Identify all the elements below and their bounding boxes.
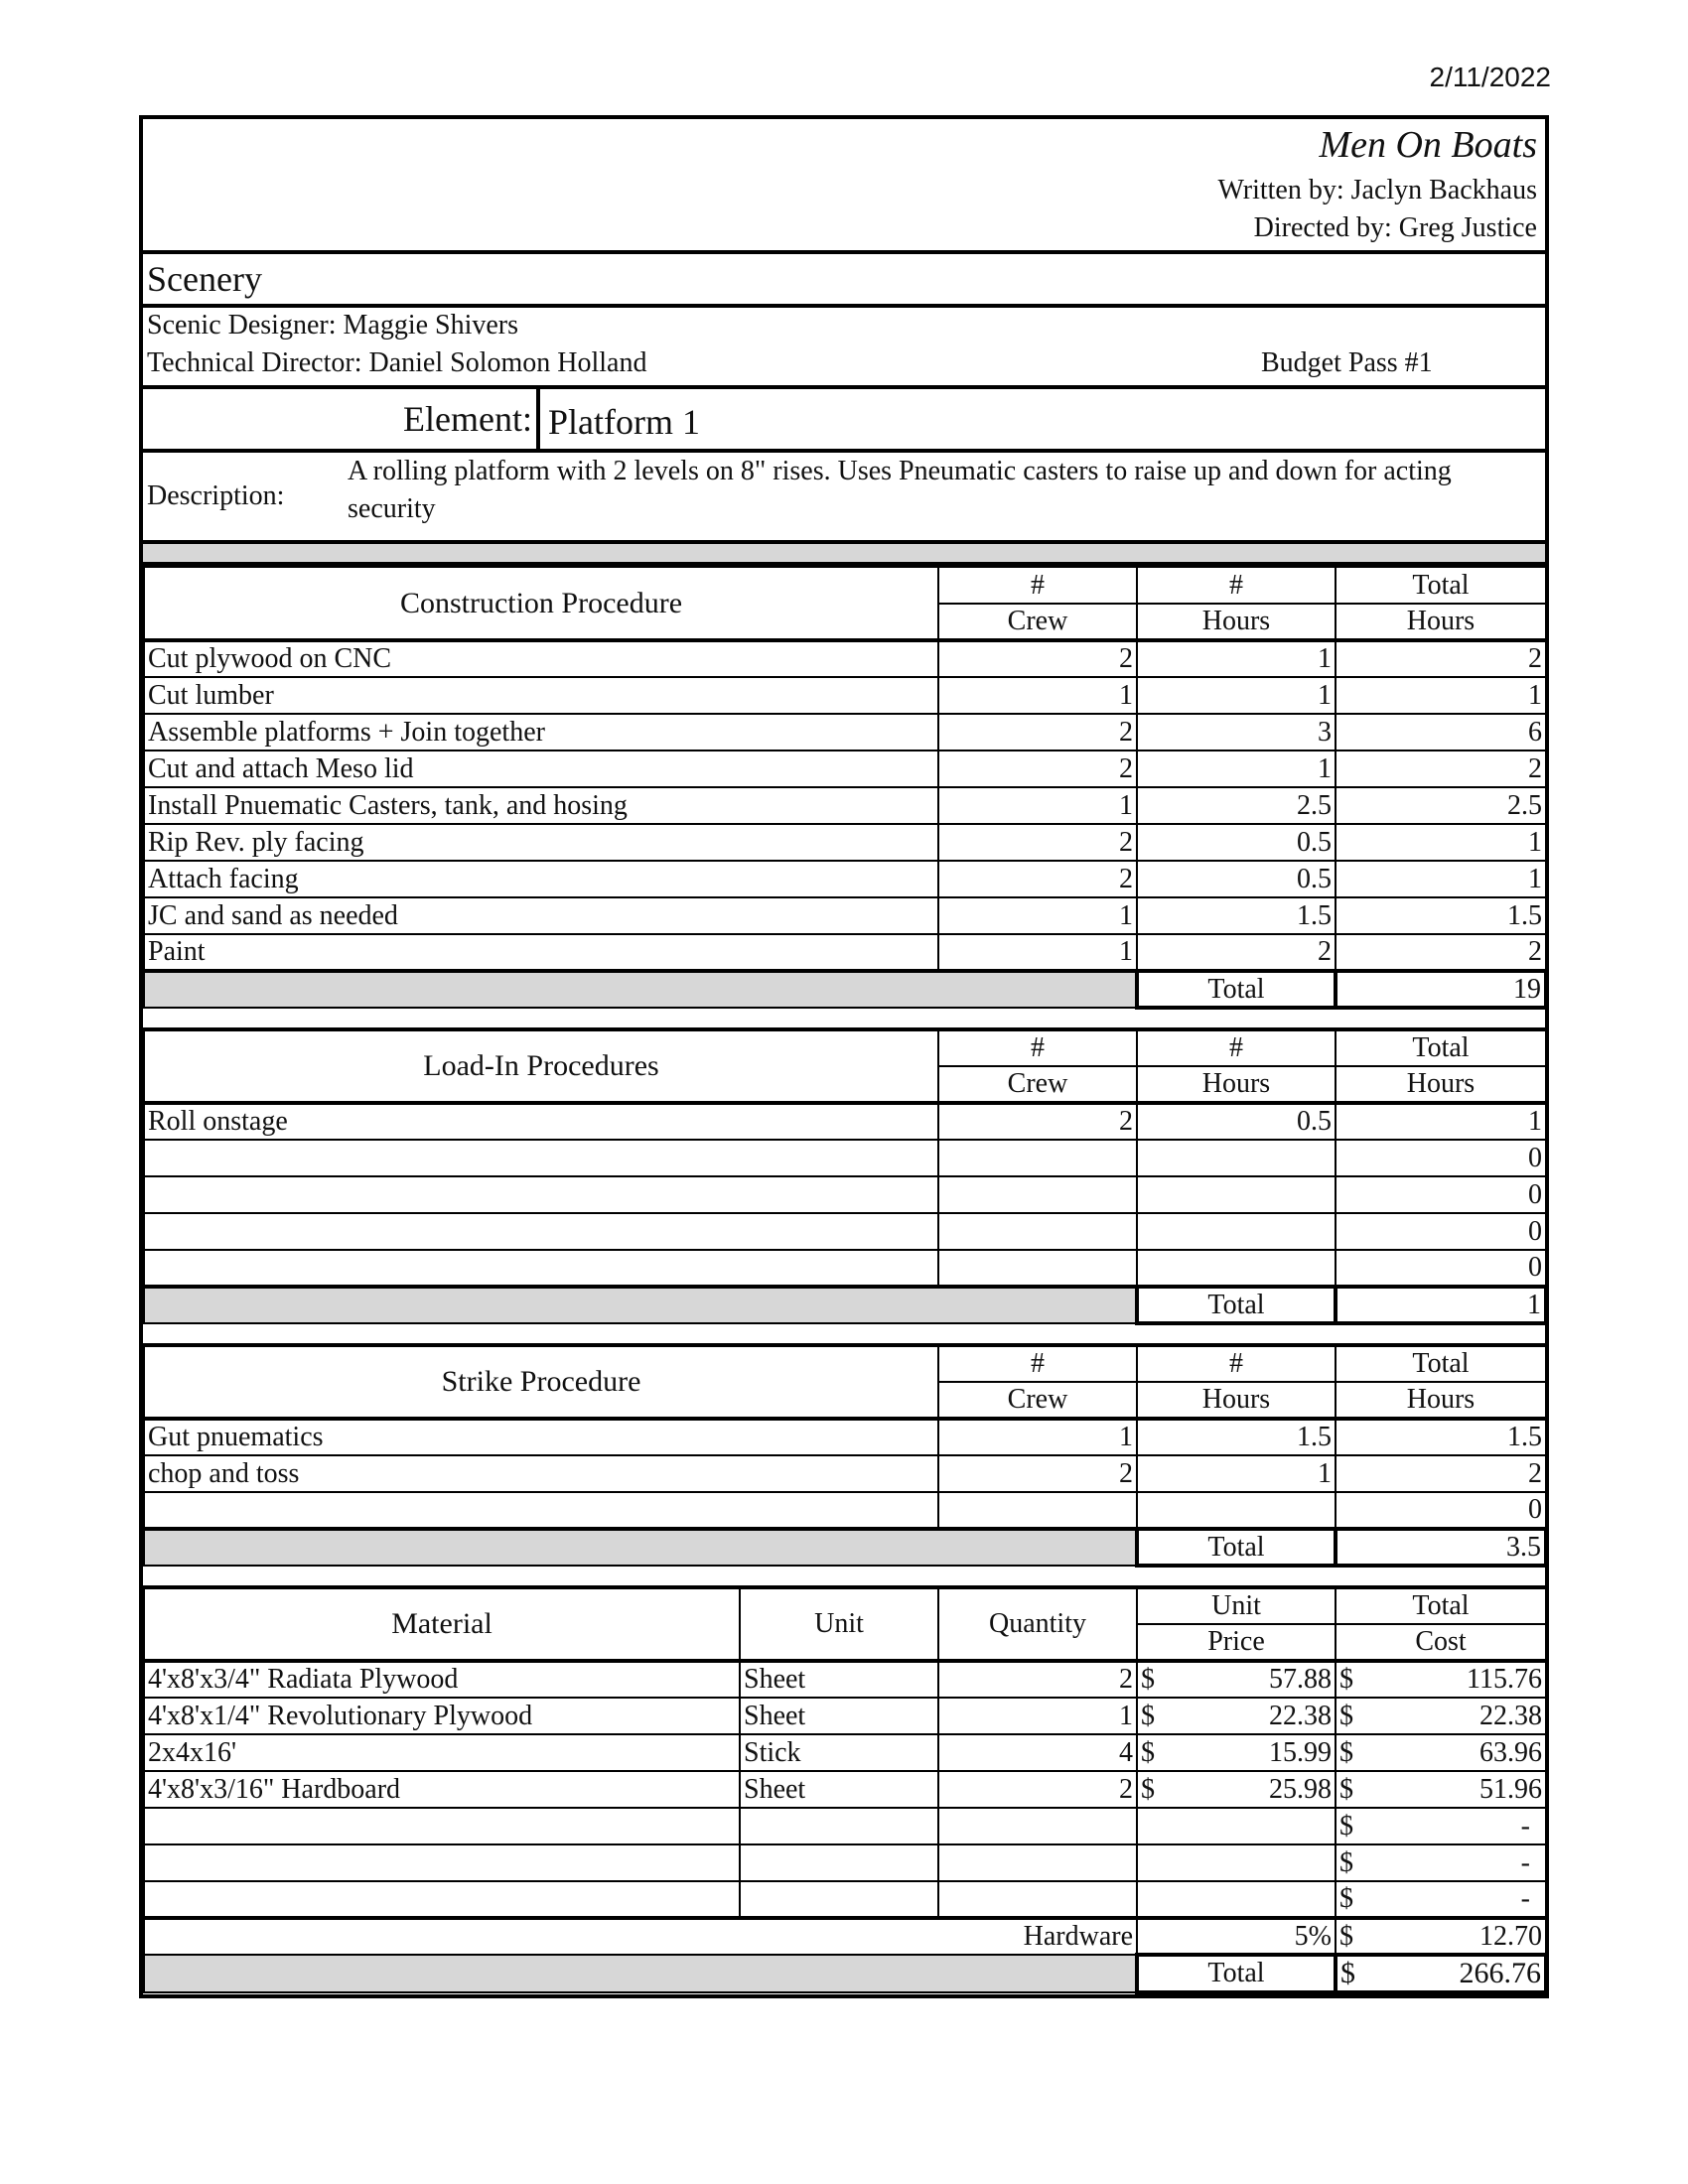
hours-hash: # (1137, 1345, 1336, 1382)
table-row (144, 1661, 1546, 1698)
description-text: A rolling platform with 2 levels on 8" rises. Uses Pneumatic casters to raise up and down for acting security (348, 456, 1452, 524)
material-cell: 4'x8'x1/4" Revolutionary Plywood (144, 1698, 740, 1734)
hardware-percent: 5% (1137, 1918, 1336, 1955)
technical-director: Technical Director: Daniel Solomon Holland (147, 347, 647, 378)
currency-symbol: $ (1339, 1846, 1353, 1878)
total-cell: 1.5 (1336, 1419, 1546, 1455)
table-row (144, 861, 1546, 897)
table-row (144, 640, 1546, 677)
task-cell: Cut and attach Meso lid (144, 751, 938, 787)
budget-sheet (139, 115, 1549, 1998)
hours-head: Hours (1137, 1066, 1336, 1103)
table-row (144, 787, 1546, 824)
total-cell: 2 (1336, 751, 1546, 787)
currency-symbol: $ (1141, 1700, 1155, 1731)
total-cost-cell (1336, 1734, 1546, 1771)
hours-head: Hours (1137, 604, 1336, 640)
task-cell: chop and toss (144, 1455, 938, 1492)
task-cell: JC and sand as needed (144, 897, 938, 934)
crew-head: Crew (938, 1066, 1137, 1103)
table-row (144, 1492, 1546, 1529)
table-row (144, 1844, 1546, 1881)
hours-cell: 1 (1137, 1455, 1336, 1492)
table-row (144, 1771, 1546, 1808)
total-head: Total (1336, 1345, 1546, 1382)
unit-price-cell (1137, 1698, 1336, 1734)
loadin-title: Load-In Procedures (144, 1029, 938, 1103)
hours-cell: 1 (1137, 677, 1336, 714)
print-date: 2/11/2022 (1429, 62, 1551, 92)
hours-cell: 2.5 (1137, 787, 1336, 824)
currency-symbol: $ (1340, 1957, 1355, 1989)
total-hours-head: Hours (1336, 1066, 1546, 1103)
table-row (144, 751, 1546, 787)
unit-cell (740, 1881, 938, 1918)
table-row (144, 1140, 1546, 1176)
scenic-designer: Scenic Designer: Maggie Shivers (147, 310, 519, 341)
total-label: Total (1137, 1287, 1336, 1323)
total-cost: - (1520, 1846, 1530, 1878)
element-label: Element: (143, 389, 540, 449)
table-row (144, 1213, 1546, 1250)
hours-cell: 1 (1137, 751, 1336, 787)
crew-cell: 1 (938, 677, 1137, 714)
total-label: Total (1137, 1529, 1336, 1566)
director: Directed by: Greg Justice (1253, 212, 1537, 243)
hardware-label: Hardware (144, 1918, 1137, 1955)
material-cell: 4'x8'x3/16" Hardboard (144, 1771, 740, 1808)
total-spacer (144, 971, 1137, 1008)
unit-cell: Sheet (740, 1698, 938, 1734)
currency-symbol: $ (1339, 1810, 1353, 1842)
currency-symbol: $ (1339, 1736, 1353, 1768)
quantity-cell (938, 1844, 1137, 1881)
description-label: Description: (147, 480, 285, 511)
task-cell: Install Pnuematic Casters, tank, and hosing (144, 787, 938, 824)
currency-symbol: $ (1339, 1664, 1353, 1695)
loadin-total: 1 (1336, 1287, 1546, 1323)
table-row (144, 1734, 1546, 1771)
table-row (144, 1881, 1546, 1918)
unit-price: 25.98 (1269, 1773, 1332, 1805)
table-row (144, 824, 1546, 861)
hours-cell: 0.5 (1137, 824, 1336, 861)
strike-table (143, 1343, 1548, 1568)
unit-price-cell (1137, 1808, 1336, 1844)
task-cell: Cut lumber (144, 677, 938, 714)
hours-cell: 1.5 (1137, 897, 1336, 934)
crew-hash: # (938, 1345, 1137, 1382)
crew-hash: # (938, 1029, 1137, 1066)
crew-head: Crew (938, 1382, 1137, 1419)
task-cell: Attach facing (144, 861, 938, 897)
hours-cell (1137, 1250, 1336, 1287)
total-cost-head-top: Total (1336, 1587, 1546, 1624)
total-label: Total (1137, 971, 1336, 1008)
currency-symbol: $ (1339, 1920, 1353, 1952)
total-cell: 0 (1336, 1213, 1546, 1250)
currency-symbol: $ (1339, 1700, 1353, 1731)
total-cost-cell (1336, 1808, 1546, 1844)
currency-symbol: $ (1141, 1736, 1155, 1768)
gray-band (143, 544, 1545, 566)
price-head: Price (1137, 1624, 1336, 1661)
task-cell: Cut plywood on CNC (144, 640, 938, 677)
crew-cell (938, 1492, 1137, 1529)
table-row (144, 677, 1546, 714)
crew-hash: # (938, 567, 1137, 604)
table-row (144, 934, 1546, 971)
crew-cell: 2 (938, 714, 1137, 751)
unit-cell (740, 1844, 938, 1881)
total-cost: 115.76 (1467, 1664, 1542, 1695)
total-cell: 1.5 (1336, 897, 1546, 934)
task-cell (144, 1140, 938, 1176)
crew-cell: 2 (938, 751, 1137, 787)
total-cell: 0 (1336, 1140, 1546, 1176)
department-title: Scenery (143, 254, 1545, 308)
materials-total: 266.76 (1459, 1957, 1541, 1989)
crew-cell: 2 (938, 861, 1137, 897)
unit-price-cell (1137, 1734, 1336, 1771)
construction-table (143, 566, 1548, 1010)
hours-cell: 2 (1137, 934, 1336, 971)
hours-cell (1137, 1213, 1336, 1250)
task-cell (144, 1250, 938, 1287)
total-cell: 2.5 (1336, 787, 1546, 824)
crew-cell (938, 1176, 1137, 1213)
unit-price: 57.88 (1269, 1664, 1332, 1695)
hours-cell: 0.5 (1137, 861, 1336, 897)
total-cost-cell (1336, 1881, 1546, 1918)
total-cell: 2 (1336, 1455, 1546, 1492)
total-cell: 1 (1336, 824, 1546, 861)
total-cell: 0 (1336, 1250, 1546, 1287)
task-cell (144, 1213, 938, 1250)
currency-symbol: $ (1141, 1664, 1155, 1695)
hours-hash: # (1137, 1029, 1336, 1066)
crew-cell: 1 (938, 897, 1137, 934)
element-row (143, 389, 1545, 453)
crew-cell (938, 1140, 1137, 1176)
task-cell: Rip Rev. ply facing (144, 824, 938, 861)
quantity-cell: 2 (938, 1661, 1137, 1698)
unit-head: Unit (740, 1587, 938, 1661)
unit-cell (740, 1808, 938, 1844)
hours-cell (1137, 1492, 1336, 1529)
material-cell (144, 1808, 740, 1844)
table-row (144, 897, 1546, 934)
total-cost: 63.96 (1479, 1736, 1542, 1768)
cost-head: Cost (1336, 1624, 1546, 1661)
total-head: Total (1336, 1029, 1546, 1066)
crew-head: Crew (938, 604, 1137, 640)
unit-price-cell (1137, 1661, 1336, 1698)
total-spacer (144, 1287, 1137, 1323)
total-cost-cell (1336, 1661, 1546, 1698)
crew-cell (938, 1213, 1137, 1250)
crew-cell: 2 (938, 1103, 1137, 1140)
total-spacer (144, 1529, 1137, 1566)
task-cell: Paint (144, 934, 938, 971)
crew-cell: 2 (938, 824, 1137, 861)
hours-cell: 3 (1137, 714, 1336, 751)
total-cell: 0 (1336, 1492, 1546, 1529)
table-row (144, 1808, 1546, 1844)
crew-cell: 1 (938, 787, 1137, 824)
table-row (144, 1698, 1546, 1734)
hours-cell: 1 (1137, 640, 1336, 677)
total-label: Total (1137, 1955, 1336, 1992)
show-header (143, 119, 1545, 254)
currency-symbol: $ (1339, 1883, 1353, 1914)
construction-total: 19 (1336, 971, 1546, 1008)
materials-table (143, 1585, 1548, 1994)
total-cost: - (1520, 1883, 1530, 1914)
material-cell: 2x4x16' (144, 1734, 740, 1771)
task-cell: Assemble platforms + Join together (144, 714, 938, 751)
materials-total-cell (1336, 1955, 1546, 1992)
total-cost-cell (1336, 1771, 1546, 1808)
total-cell: 1 (1336, 1103, 1546, 1140)
total-head: Total (1336, 567, 1546, 604)
quantity-cell: 4 (938, 1734, 1137, 1771)
total-cell: 6 (1336, 714, 1546, 751)
total-cell: 2 (1336, 640, 1546, 677)
crew-cell (938, 1250, 1137, 1287)
loadin-table (143, 1027, 1548, 1325)
hours-cell: 0.5 (1137, 1103, 1336, 1140)
quantity-head: Quantity (938, 1587, 1137, 1661)
crew-cell: 1 (938, 1419, 1137, 1455)
total-cost-cell (1336, 1698, 1546, 1734)
total-cost: 51.96 (1479, 1773, 1542, 1805)
unit-price: 15.99 (1269, 1736, 1332, 1768)
unit-price-cell (1137, 1881, 1336, 1918)
quantity-cell: 1 (938, 1698, 1137, 1734)
total-cell: 2 (1336, 934, 1546, 971)
table-row (144, 1419, 1546, 1455)
total-cost-cell (1336, 1844, 1546, 1881)
task-cell: Roll onstage (144, 1103, 938, 1140)
show-title: Men On Boats (1319, 124, 1537, 166)
unit-cell: Stick (740, 1734, 938, 1771)
table-row (144, 714, 1546, 751)
task-cell: Gut pnuematics (144, 1419, 938, 1455)
description-row (143, 453, 1545, 544)
element-name: Platform 1 (548, 402, 700, 442)
currency-symbol: $ (1339, 1773, 1353, 1805)
hours-head: Hours (1137, 1382, 1336, 1419)
material-cell (144, 1844, 740, 1881)
unit-cell: Sheet (740, 1661, 938, 1698)
playwright: Written by: Jaclyn Backhaus (1217, 175, 1537, 205)
total-hours-head: Hours (1336, 604, 1546, 640)
hardware-cost-cell (1336, 1918, 1546, 1955)
staff-info (143, 308, 1545, 389)
material-cell: 4'x8'x3/4" Radiata Plywood (144, 1661, 740, 1698)
total-cell: 1 (1336, 677, 1546, 714)
quantity-cell: 2 (938, 1771, 1137, 1808)
quantity-cell (938, 1881, 1137, 1918)
hours-cell (1137, 1176, 1336, 1213)
total-hours-head: Hours (1336, 1382, 1546, 1419)
currency-symbol: $ (1141, 1773, 1155, 1805)
total-spacer (144, 1955, 1137, 1992)
hours-cell: 1.5 (1137, 1419, 1336, 1455)
total-cost: 22.38 (1479, 1700, 1542, 1731)
unit-price-cell (1137, 1771, 1336, 1808)
strike-total: 3.5 (1336, 1529, 1546, 1566)
unit-price-cell (1137, 1844, 1336, 1881)
total-cell: 1 (1336, 861, 1546, 897)
crew-cell: 2 (938, 640, 1137, 677)
total-cell: 0 (1336, 1176, 1546, 1213)
unit-cell: Sheet (740, 1771, 938, 1808)
hardware-cost: 12.70 (1479, 1920, 1542, 1952)
table-row (144, 1176, 1546, 1213)
crew-cell: 1 (938, 934, 1137, 971)
table-row (144, 1455, 1546, 1492)
crew-cell: 2 (938, 1455, 1137, 1492)
hours-hash: # (1137, 567, 1336, 604)
total-cost: - (1520, 1810, 1530, 1842)
unit-price-head-top: Unit (1137, 1587, 1336, 1624)
material-head: Material (144, 1587, 740, 1661)
hours-cell (1137, 1140, 1336, 1176)
budget-pass: Budget Pass #1 (1261, 347, 1433, 378)
table-row (144, 1103, 1546, 1140)
table-row (144, 1250, 1546, 1287)
task-cell (144, 1492, 938, 1529)
unit-price: 22.38 (1269, 1700, 1332, 1731)
construction-title: Construction Procedure (144, 567, 938, 640)
strike-title: Strike Procedure (144, 1345, 938, 1419)
material-cell (144, 1881, 740, 1918)
task-cell (144, 1176, 938, 1213)
quantity-cell (938, 1808, 1137, 1844)
